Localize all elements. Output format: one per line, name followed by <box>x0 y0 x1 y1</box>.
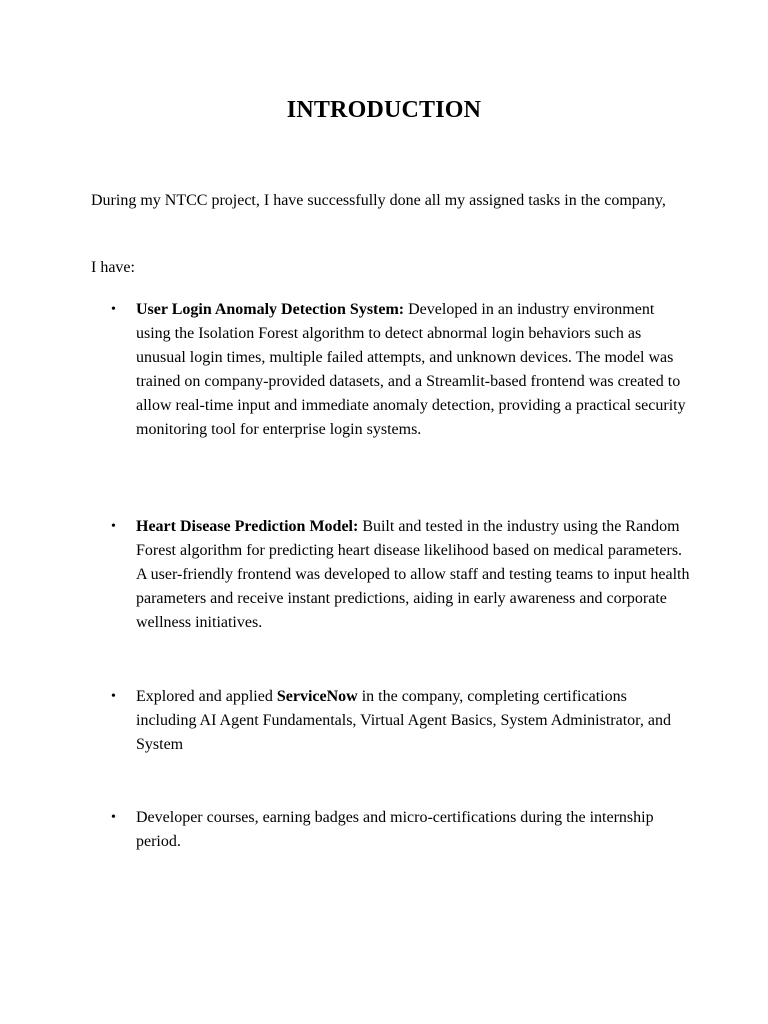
lead-in-text: I have: <box>91 259 135 276</box>
list-item-text <box>136 298 691 442</box>
bullet-icon: • <box>111 689 116 704</box>
list-item-emphasis: ServiceNow <box>276 688 358 705</box>
list-item-text <box>136 685 691 757</box>
list-item-body: Built and tested in the industry using the Random Forest algorithm for predicting heart disease likelihood based on medical parameters. A user-friendly frontend was developed to allow staff and testing teams to input health parameters and receive instant predictions, aiding in early awareness and corporate wellness initiatives. <box>136 518 690 631</box>
list-item-body: Developed in an industry environment using the Isolation Forest algorithm to detect abnormal login behaviors such as unusual login times, multiple failed attempts, and unknown devices. The model was trained on company-provided datasets, and a Streamlit-based frontend was created to allow real-time input and immediate anomaly detection, providing a practical security monitoring tool for enterprise login systems. <box>136 301 686 438</box>
list-item-heading: User Login Anomaly Detection System: <box>136 301 405 318</box>
list-item-text <box>136 515 691 635</box>
list-item-prefix: Explored and applied <box>136 688 277 705</box>
list-item-text <box>136 806 691 854</box>
bullet-icon: • <box>111 519 116 534</box>
bullet-icon: • <box>111 302 116 317</box>
bullet-icon: • <box>111 810 116 825</box>
page-title: INTRODUCTION <box>286 97 482 123</box>
list-item-body: in the company, completing certifications including AI Agent Fundamentals, Virtual Agent Basics, System Administrator, and System <box>136 688 671 753</box>
intro-paragraph: During my NTCC project, I have successfully done all my assigned tasks in the company, <box>91 192 666 209</box>
list-item-heading: Heart Disease Prediction Model: <box>136 518 359 535</box>
list-item-body: Developer courses, earning badges and micro-certifications during the internship period. <box>136 809 654 850</box>
